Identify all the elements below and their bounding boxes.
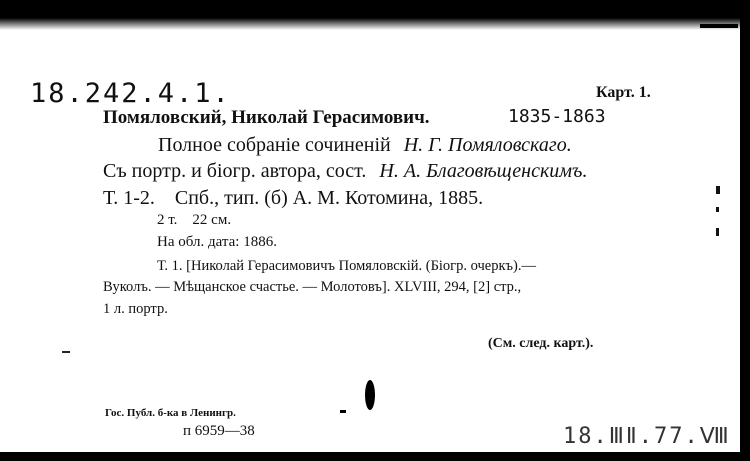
editor-name: Н. Г. Помяловскаго. <box>403 134 572 156</box>
compiler-name: Н. А. Благовѣщенскимъ. <box>379 160 588 182</box>
title-line-2 <box>103 160 587 183</box>
scan-edge-top <box>0 0 750 30</box>
title-line-1 <box>158 134 572 157</box>
imprint-line: Т. 1-2. Спб., тип. (б) А. М. Котомина, 1885. <box>103 187 484 209</box>
contents-line-2: Вуколъ. — Мѣщанское счастье. — Молотовъ]. XLVIII, 294, [2] стр., <box>103 279 522 295</box>
scan-edge-bottom <box>0 452 750 461</box>
print-number: п 6959—38 <box>183 423 255 439</box>
author-heading: Помяловский, Николай Герасимович. <box>103 107 430 128</box>
card-number: Карт. 1. <box>596 84 651 101</box>
printer-imprint: Гос. Публ. б-ка в Ленингр. <box>105 407 236 419</box>
margin-speck <box>716 228 719 236</box>
scan-edge-right <box>740 0 750 461</box>
stray-mark <box>62 351 70 353</box>
scan-edge-fragment <box>700 24 738 28</box>
contents-line-1: Т. 1. [Николай Герасимовичъ Помяловскій. (Біогр. очеркъ).— <box>157 258 536 274</box>
see-next-card: (См. след. карт.). <box>488 336 594 351</box>
call-number: 18.242.4.1. <box>30 78 231 109</box>
handwritten-shelf-mark: 18.ⅢⅡ.77.Ⅷ <box>563 424 731 449</box>
title-text: Полное собраніе сочиненій <box>158 134 391 156</box>
margin-speck <box>716 186 720 194</box>
contents-line-3: 1 л. портр. <box>103 301 168 317</box>
ink-blot <box>365 380 375 410</box>
margin-speck <box>716 207 719 212</box>
author-dates: 1835-1863 <box>508 106 606 127</box>
format-line: 2 т. 22 см. <box>157 212 232 228</box>
ink-speck <box>340 410 346 413</box>
portrait-note: Съ портр. и біогр. автора, сост. <box>103 160 367 182</box>
cover-date: На обл. дата: 1886. <box>157 234 277 250</box>
